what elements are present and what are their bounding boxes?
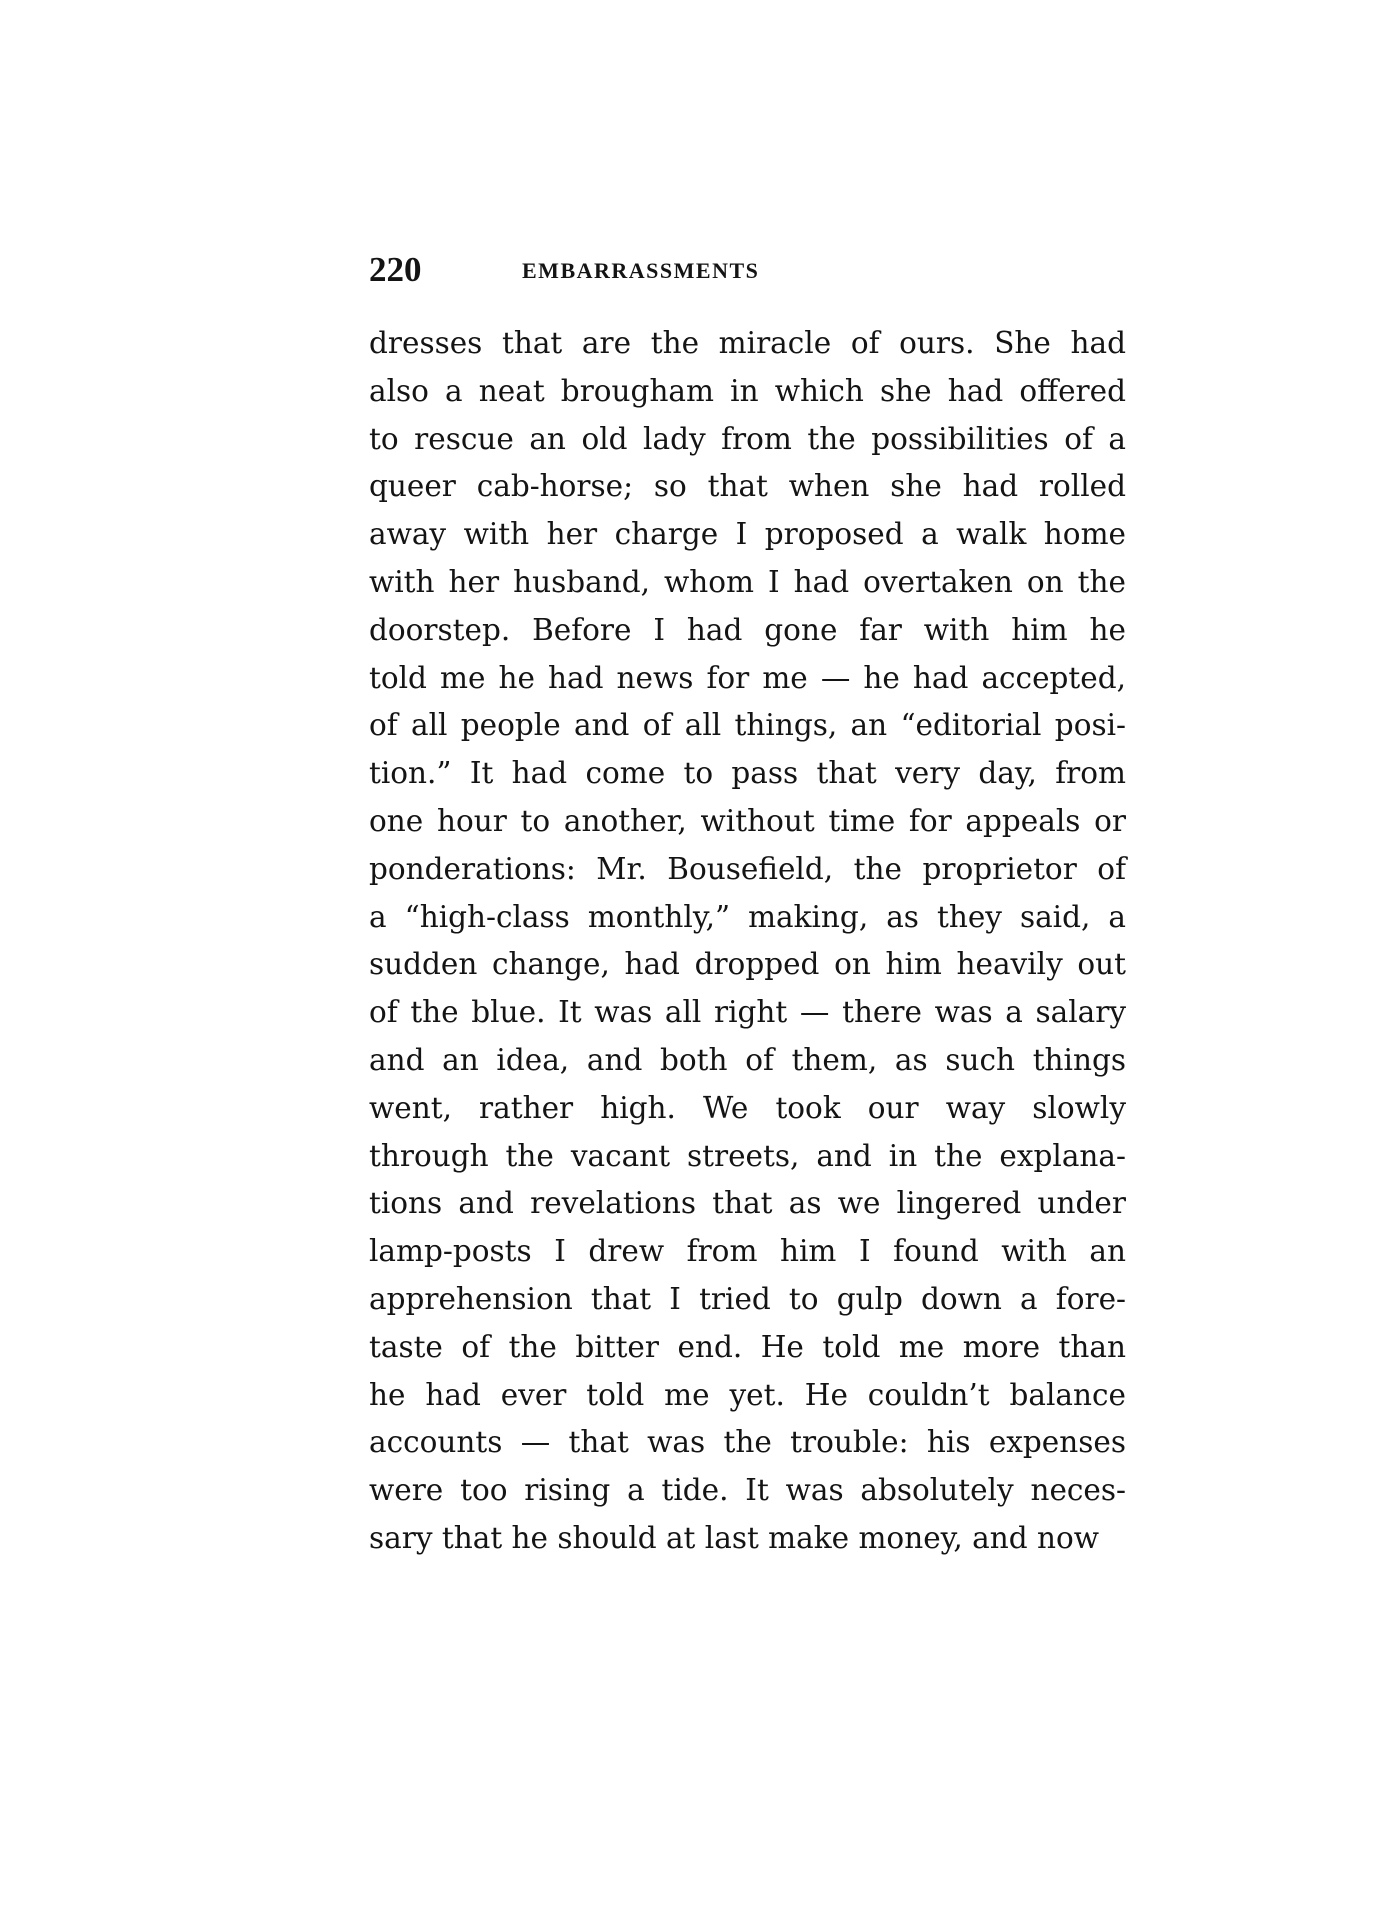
text-line: through the vacant streets, and in the explana- [369,1138,1126,1173]
body-text [369,320,1126,1563]
text-line: of all people and of all things, an “editorial posi- [369,708,1126,743]
text-line: were too rising a tide. It was absolutely neces- [369,1473,1126,1508]
text-line: tions and revelations that as we lingered under [369,1186,1126,1221]
text-line: doorstep. Before I had gone far with him he [369,612,1126,647]
page-number: 220 [369,250,422,289]
text-line: also a neat brougham in which she had offered [369,373,1126,408]
text-line: away with her charge I proposed a walk home [369,517,1126,552]
text-line: one hour to another, without time for appeals or [369,803,1126,838]
text-line: tion.” It had come to pass that very day, from [369,756,1126,791]
text-line: a “high-class monthly,” making, as they said, a [369,899,1126,934]
text-line: sudden change, had dropped on him heavily out [369,947,1126,982]
text-line: lamp-posts I drew from him I found with an [369,1234,1126,1269]
text-line: he had ever told me yet. He couldn’t balance [369,1377,1126,1412]
text-line: told me he had news for me — he had accepted, [369,660,1126,695]
text-line: of the blue. It was all right — there was a salary [369,995,1126,1030]
text-line: accounts — that was the trouble: his expenses [369,1425,1126,1460]
text-line: queer cab-horse; so that when she had rolled [369,469,1126,504]
text-line: and an idea, and both of them, as such things [369,1042,1126,1077]
text-line: taste of the bitter end. He told me more than [369,1329,1126,1364]
text-line: apprehension that I tried to gulp down a fore- [369,1281,1126,1316]
running-title: EMBARRASSMENTS [522,258,760,283]
text-line: to rescue an old lady from the possibilities of a [369,421,1126,456]
running-head [369,248,1126,292]
text-line: sary that he should at last make money, and now [369,1520,1100,1555]
text-line: went, rather high. We took our way slowly [369,1090,1126,1125]
text-line: dresses that are the miracle of ours. She had [369,326,1126,360]
text-line: ponderations: Mr. Bousefield, the proprietor of [369,851,1126,886]
text-line: with her husband, whom I had overtaken on the [369,564,1126,599]
